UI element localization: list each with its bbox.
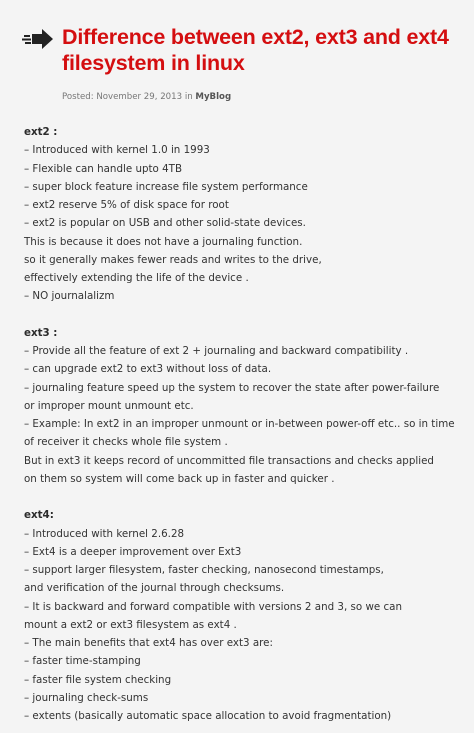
content-line: – super block feature increase file system performance <box>24 180 308 193</box>
arrow-right-icon <box>22 28 54 50</box>
posted-label: Posted: <box>62 92 94 102</box>
content-line: – ext2 reserve 5% of disk space for root <box>24 199 229 211</box>
content-line: – Introduced with kernel 1.0 in 1993 <box>24 144 210 157</box>
content-section <box>24 506 464 725</box>
content-line: But in ext3 it keeps record of uncommitted file transactions and checks applied <box>24 454 434 467</box>
content-line: of receiver it checks whole file system . <box>24 436 228 449</box>
content-line: – Introduced with kernel 2.6.28 <box>24 527 185 540</box>
content-line: – journaling feature speed up the system to recover the state after power-failure <box>24 381 440 394</box>
content-line: – It is backward and forward compatible with versions 2 and 3, so we can <box>24 600 402 613</box>
content-line: – journaling check-sums <box>24 691 149 704</box>
content-line: – Provide all the feature of ext 2 + journaling and backward compatibility . <box>24 345 409 357</box>
content-line: – can upgrade ext2 to ext3 without loss of data. <box>24 363 272 376</box>
content-line: effectively extending the life of the device . <box>24 272 249 284</box>
content-line: – faster file system checking <box>24 673 172 686</box>
content-line: – faster time-stamping <box>24 655 141 668</box>
content-line: so it generally makes fewer reads and writes to the drive, <box>24 253 322 266</box>
post-meta <box>62 92 231 102</box>
content-line: – The main benefits that ext4 has over ext3 are: <box>24 637 273 649</box>
content-line: – Ext4 is a deeper improvement over Ext3 <box>24 545 242 558</box>
content-line: – ext2 is popular on USB and other solid-state devices. <box>24 217 306 230</box>
section-heading: ext3 : <box>24 326 58 339</box>
category-link[interactable]: MyBlog <box>195 92 232 102</box>
post-header <box>22 24 462 76</box>
content-section <box>24 324 464 488</box>
content-line: mount a ext2 or ext3 filesystem as ext4 . <box>24 618 237 631</box>
post-title-link[interactable]: Difference between ext2, ext3 and ext4 filesystem in linux <box>62 25 449 75</box>
post-date: November 29, 2013 <box>96 92 183 102</box>
content-line: and verification of the journal through checksums. <box>24 582 285 595</box>
content-line: – extents (basically automatic space allocation to avoid fragmentation) <box>24 710 392 722</box>
section-heading: ext2 : <box>24 126 58 138</box>
content-line: This is because it does not have a journaling function. <box>24 235 303 248</box>
content-line: or improper mount unmount etc. <box>24 399 194 412</box>
content-line: – NO journalalizm <box>24 290 115 303</box>
content-section <box>24 123 464 306</box>
content-line: on them so system will come back up in faster and quicker . <box>24 472 335 485</box>
section-heading: ext4: <box>24 509 54 522</box>
in-label: in <box>184 92 193 102</box>
content-line: – Example: In ext2 in an improper unmount or in-between power-off etc.. so in time <box>24 418 455 430</box>
content-line: – Flexible can handle upto 4TB <box>24 162 183 175</box>
content-line: – support larger filesystem, faster checking, nanosecond timestamps, <box>24 564 384 576</box>
post-content <box>24 123 464 733</box>
